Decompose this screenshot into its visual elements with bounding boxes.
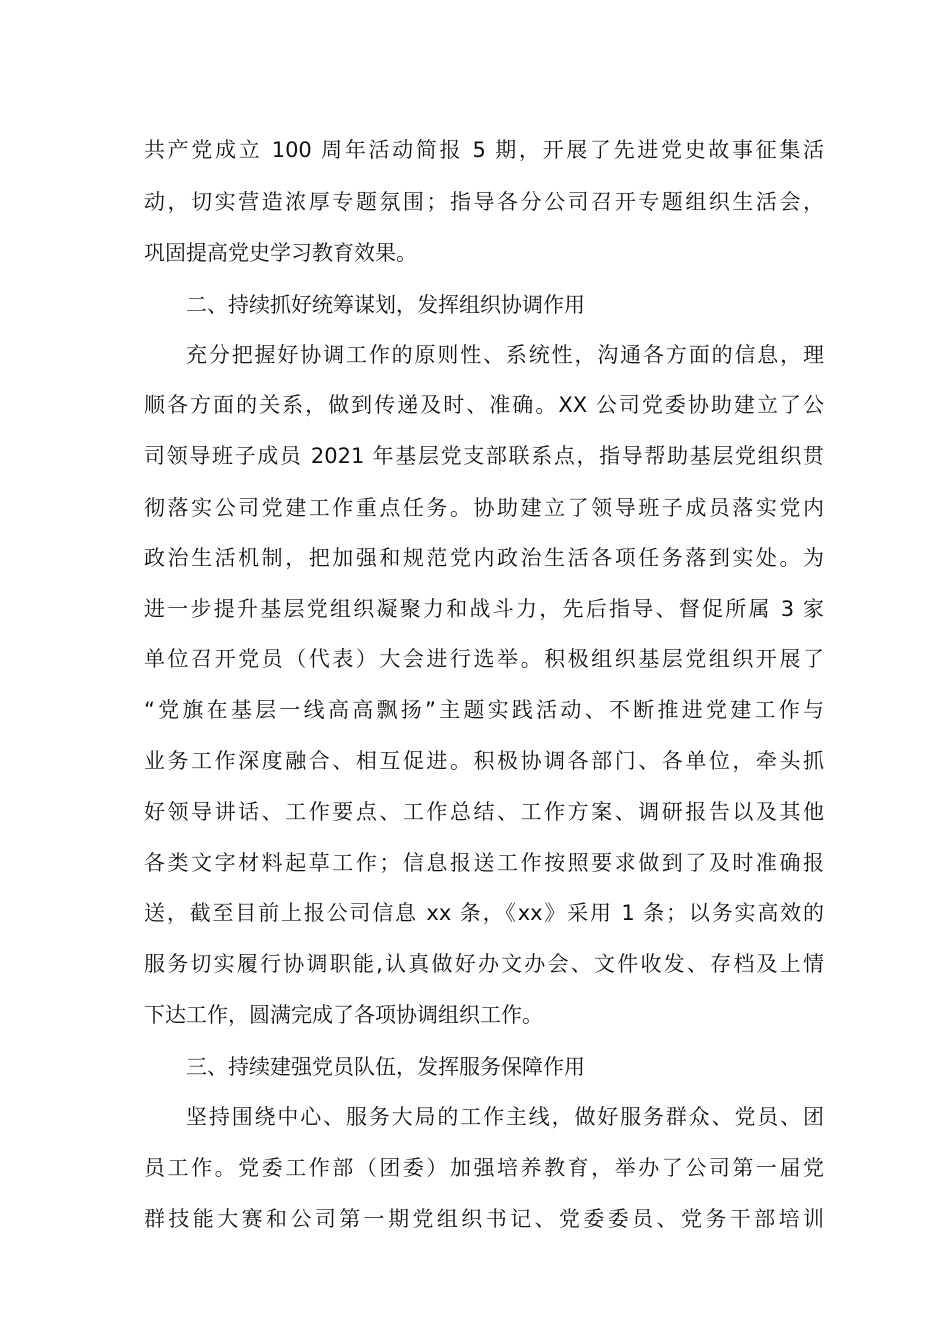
paragraph-line: 好领导讲话、工作要点、工作总结、工作方案、调研报告以及其他 <box>144 800 824 824</box>
paragraph-line: 政治生活机制，把加强和规范党内政治生活各项任务落到实处。为 <box>144 546 824 570</box>
paragraph-line: 巩固提高党史学习教育效果。 <box>144 241 417 265</box>
paragraph-line: 服务切实履行协调职能,认真做好办文办会、文件收发、存档及上情 <box>144 952 824 976</box>
paragraph-line: 送，截至目前上报公司信息 xx 条，《xx》采用 1 条；以务实高效的 <box>144 901 824 925</box>
paragraph-line: 顺各方面的关系，做到传递及时、准确。XX 公司党委协助建立了公 <box>144 393 824 417</box>
section-heading-2: 二、持续抓好统筹谋划，发挥组织协调作用 <box>186 293 585 317</box>
paragraph-line: 坚持围绕中心、服务大局的工作主线，做好服务群众、党员、团 <box>186 1105 824 1129</box>
paragraph-line: 彻落实公司党建工作重点任务。协助建立了领导班子成员落实党内 <box>144 496 824 520</box>
paragraph-line: 单位召开党员（代表）大会进行选举。积极组织基层党组织开展了 <box>144 647 824 671</box>
paragraph-line: 群技能大赛和公司第一期党组织书记、党委委员、党务干部培训 <box>144 1207 824 1231</box>
paragraph-line: 充分把握好协调工作的原则性、系统性，沟通各方面的信息，理 <box>186 343 824 367</box>
paragraph-line: 动，切实营造浓厚专题氛围；指导各分公司召开专题组织生活会， <box>144 190 824 214</box>
paragraph-line: 共产党成立 100 周年活动简报 5 期，开展了先进党史故事征集活 <box>144 138 824 162</box>
paragraph-line: 司领导班子成员 2021 年基层党支部联系点，指导帮助基层党组织贯 <box>144 444 824 468</box>
paragraph-line: 员工作。党委工作部（团委）加强培养教育，举办了公司第一届党 <box>144 1156 824 1180</box>
paragraph-line: 各类文字材料起草工作；信息报送工作按照要求做到了及时准确报 <box>144 851 824 875</box>
paragraph-line: 业务工作深度融合、相互促进。积极协调各部门、各单位，牵头抓 <box>144 749 824 773</box>
paragraph-line: 进一步提升基层党组织凝聚力和战斗力，先后指导、督促所属 3 家 <box>144 597 824 621</box>
paragraph-line: 下达工作，圆满完成了各项协调组织工作。 <box>144 1003 543 1027</box>
paragraph-line: “党旗在基层一线高高飘扬”主题实践活动、不断推进党建工作与 <box>144 698 824 722</box>
section-heading-3: 三、持续建强党员队伍，发挥服务保障作用 <box>186 1055 585 1079</box>
